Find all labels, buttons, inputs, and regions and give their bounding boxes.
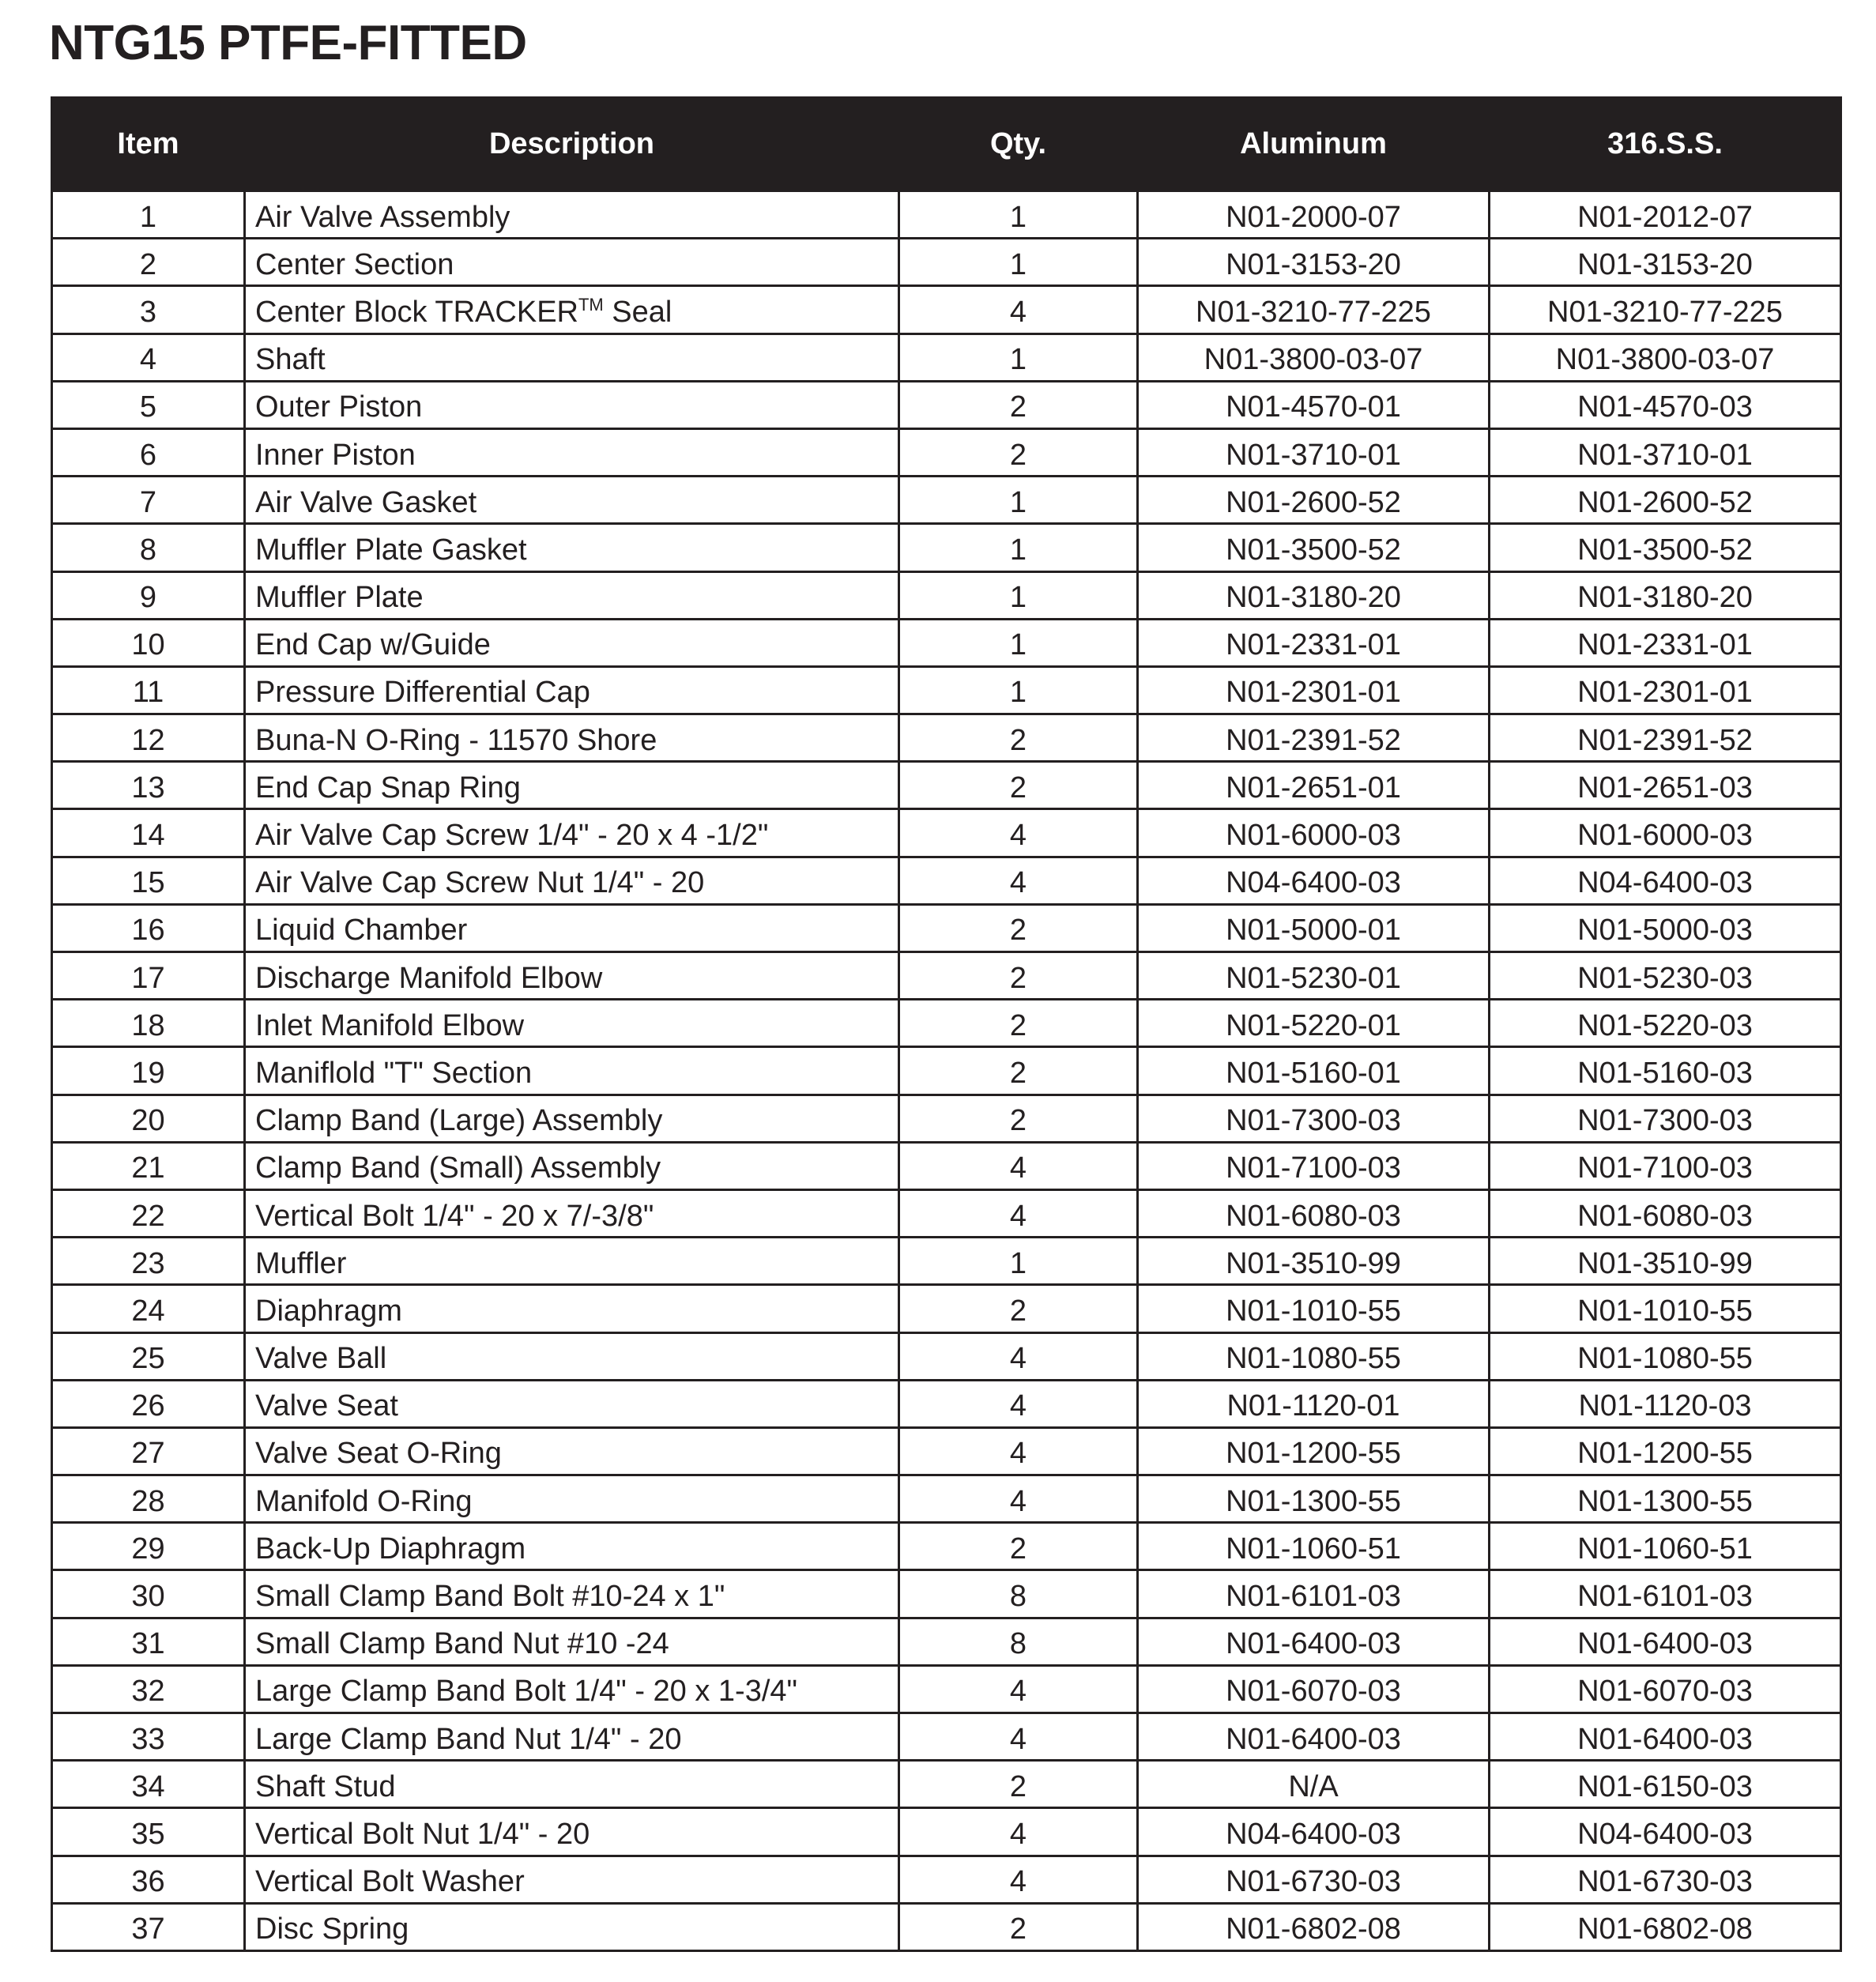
description-text: Clamp Band (Small) Assembly (255, 1151, 661, 1185)
aluminum-part-number-cell: N01-4570-01 (1138, 381, 1490, 428)
trademark-superscript: TM (578, 294, 604, 315)
ss316-part-number-cell: N01-3210-77-225 (1490, 286, 1841, 333)
aluminum-part-number-cell: N01-3510-99 (1138, 1238, 1490, 1285)
ss316-part-number-cell: N01-3500-52 (1490, 524, 1841, 571)
table-row (52, 286, 1841, 333)
item-number-cell: 4 (52, 333, 245, 381)
description-cell (245, 333, 899, 381)
description-text: Inner Piston (255, 438, 416, 472)
quantity-cell: 2 (899, 714, 1138, 762)
aluminum-part-number-cell: N01-1010-55 (1138, 1285, 1490, 1332)
description-text: Maniflold "T" Section (255, 1056, 533, 1090)
table-row (52, 1523, 1841, 1570)
description-cell (245, 1665, 899, 1713)
description-cell (245, 714, 899, 762)
item-number-cell: 3 (52, 286, 245, 333)
table-row (52, 1570, 1841, 1618)
aluminum-part-number-cell: N01-3800-03-07 (1138, 333, 1490, 381)
quantity-cell: 1 (899, 666, 1138, 714)
quantity-cell: 1 (899, 619, 1138, 666)
ss316-part-number-cell: N01-5230-03 (1490, 952, 1841, 1000)
item-number-cell: 13 (52, 762, 245, 809)
table-row (52, 666, 1841, 714)
item-number-cell: 23 (52, 1238, 245, 1285)
ss316-part-number-cell: N01-6000-03 (1490, 809, 1841, 857)
item-number-cell: 31 (52, 1618, 245, 1665)
aluminum-part-number-cell: N01-3180-20 (1138, 571, 1490, 619)
description-text: Vertical Bolt Washer (255, 1865, 525, 1899)
quantity-cell: 1 (899, 191, 1138, 239)
quantity-cell: 4 (899, 809, 1138, 857)
description-text: Large Clamp Band Bolt 1/4" - 20 x 1-3/4" (255, 1675, 798, 1709)
item-number-cell: 14 (52, 809, 245, 857)
ss316-part-number-cell: N01-2600-52 (1490, 477, 1841, 524)
table-body (52, 191, 1841, 1951)
quantity-cell: 8 (899, 1618, 1138, 1665)
description-text: Outer Piston (255, 390, 423, 424)
ss316-part-number-cell: N01-6400-03 (1490, 1713, 1841, 1761)
ss316-part-number-cell: N01-6070-03 (1490, 1665, 1841, 1713)
quantity-cell: 4 (899, 1380, 1138, 1427)
item-number-cell: 17 (52, 952, 245, 1000)
ss316-part-number-cell: N01-5220-03 (1490, 1000, 1841, 1047)
description-text: Shaft (255, 343, 326, 377)
ss316-part-number-cell: N01-6730-03 (1490, 1856, 1841, 1903)
item-number-cell: 21 (52, 1142, 245, 1189)
column-header-item: Item (52, 98, 245, 191)
aluminum-part-number-cell: N01-1300-55 (1138, 1475, 1490, 1523)
aluminum-part-number-cell: N01-7300-03 (1138, 1095, 1490, 1142)
item-number-cell: 24 (52, 1285, 245, 1332)
ss316-part-number-cell: N01-2012-07 (1490, 191, 1841, 239)
ss316-part-number-cell: N01-1120-03 (1490, 1380, 1841, 1427)
description-text: End Cap w/Guide (255, 628, 491, 662)
description-cell (245, 428, 899, 476)
item-number-cell: 30 (52, 1570, 245, 1618)
table-row (52, 1618, 1841, 1665)
aluminum-part-number-cell: N01-5000-01 (1138, 904, 1490, 951)
aluminum-part-number-cell: N01-6400-03 (1138, 1618, 1490, 1665)
table-row (52, 1808, 1841, 1856)
description-cell (245, 381, 899, 428)
description-text: Air Valve Cap Screw Nut 1/4" - 20 (255, 866, 705, 900)
aluminum-part-number-cell: N01-1200-55 (1138, 1427, 1490, 1475)
description-suffix: Seal (603, 295, 672, 329)
aluminum-part-number-cell: N01-3500-52 (1138, 524, 1490, 571)
parts-table (51, 96, 1842, 1952)
item-number-cell: 25 (52, 1332, 245, 1380)
ss316-part-number-cell: N01-1300-55 (1490, 1475, 1841, 1523)
description-cell (245, 1238, 899, 1285)
quantity-cell: 2 (899, 1761, 1138, 1808)
description-cell (245, 1000, 899, 1047)
ss316-part-number-cell: N01-3180-20 (1490, 571, 1841, 619)
description-text: Discharge Manifold Elbow (255, 961, 603, 995)
item-number-cell: 5 (52, 381, 245, 428)
quantity-cell: 2 (899, 762, 1138, 809)
quantity-cell: 4 (899, 1189, 1138, 1237)
ss316-part-number-cell: N01-1200-55 (1490, 1427, 1841, 1475)
aluminum-part-number-cell: N01-2000-07 (1138, 191, 1490, 239)
item-number-cell: 37 (52, 1903, 245, 1950)
quantity-cell: 1 (899, 524, 1138, 571)
table-row (52, 1285, 1841, 1332)
description-text: Back-Up Diaphragm (255, 1532, 526, 1566)
ss316-part-number-cell: N01-6080-03 (1490, 1189, 1841, 1237)
aluminum-part-number-cell: N01-1080-55 (1138, 1332, 1490, 1380)
quantity-cell: 2 (899, 1523, 1138, 1570)
table-row (52, 428, 1841, 476)
table-row (52, 1095, 1841, 1142)
description-cell (245, 1427, 899, 1475)
description-text: Valve Seat (255, 1389, 398, 1423)
item-number-cell: 29 (52, 1523, 245, 1570)
column-header-qty: Qty. (899, 98, 1138, 191)
item-number-cell: 16 (52, 904, 245, 951)
table-row (52, 1238, 1841, 1285)
item-number-cell: 11 (52, 666, 245, 714)
ss316-part-number-cell: N01-3800-03-07 (1490, 333, 1841, 381)
quantity-cell: 8 (899, 1570, 1138, 1618)
aluminum-part-number-cell: N01-2600-52 (1138, 477, 1490, 524)
table-row (52, 1380, 1841, 1427)
description-text: Muffler Plate Gasket (255, 533, 527, 567)
description-text: Large Clamp Band Nut 1/4" - 20 (255, 1722, 682, 1756)
table-header (52, 98, 1841, 191)
table-row (52, 857, 1841, 904)
quantity-cell: 4 (899, 1475, 1138, 1523)
description-text: Diaphragm (255, 1294, 402, 1328)
ss316-part-number-cell: N01-6400-03 (1490, 1618, 1841, 1665)
aluminum-part-number-cell: N01-3210-77-225 (1138, 286, 1490, 333)
table-row (52, 1713, 1841, 1761)
table-row (52, 477, 1841, 524)
quantity-cell: 2 (899, 1285, 1138, 1332)
aluminum-part-number-cell: N01-7100-03 (1138, 1142, 1490, 1189)
description-cell (245, 619, 899, 666)
description-cell (245, 1142, 899, 1189)
description-cell (245, 952, 899, 1000)
description-cell (245, 1047, 899, 1095)
table-row (52, 762, 1841, 809)
ss316-part-number-cell: N01-6150-03 (1490, 1761, 1841, 1808)
description-text: Disc Spring (255, 1912, 409, 1946)
item-number-cell: 19 (52, 1047, 245, 1095)
quantity-cell: 1 (899, 1238, 1138, 1285)
aluminum-part-number-cell: N01-6070-03 (1138, 1665, 1490, 1713)
aluminum-part-number-cell: N01-6400-03 (1138, 1713, 1490, 1761)
description-cell (245, 809, 899, 857)
table-row (52, 619, 1841, 666)
ss316-part-number-cell: N01-3153-20 (1490, 239, 1841, 286)
item-number-cell: 6 (52, 428, 245, 476)
table-row (52, 1665, 1841, 1713)
ss316-part-number-cell: N01-7300-03 (1490, 1095, 1841, 1142)
quantity-cell: 1 (899, 333, 1138, 381)
quantity-cell: 2 (899, 428, 1138, 476)
description-cell (245, 666, 899, 714)
description-cell (245, 762, 899, 809)
aluminum-part-number-cell: N01-1120-01 (1138, 1380, 1490, 1427)
description-cell (245, 286, 899, 333)
table-row (52, 1427, 1841, 1475)
aluminum-part-number-cell: N01-5230-01 (1138, 952, 1490, 1000)
quantity-cell: 4 (899, 1808, 1138, 1856)
description-cell (245, 1761, 899, 1808)
ss316-part-number-cell: N01-2391-52 (1490, 714, 1841, 762)
description-text: Pressure Differential Cap (255, 676, 590, 710)
description-text: Muffler (255, 1246, 347, 1280)
item-number-cell: 18 (52, 1000, 245, 1047)
description-cell (245, 1332, 899, 1380)
item-number-cell: 22 (52, 1189, 245, 1237)
table-row (52, 1047, 1841, 1095)
description-cell (245, 1618, 899, 1665)
aluminum-part-number-cell: N01-6000-03 (1138, 809, 1490, 857)
quantity-cell: 2 (899, 1095, 1138, 1142)
item-number-cell: 34 (52, 1761, 245, 1808)
aluminum-part-number-cell: N04-6400-03 (1138, 857, 1490, 904)
quantity-cell: 4 (899, 1332, 1138, 1380)
table-row (52, 333, 1841, 381)
description-text: Small Clamp Band Bolt #10-24 x 1" (255, 1580, 725, 1614)
column-header-aluminum: Aluminum (1138, 98, 1490, 191)
table-row (52, 1761, 1841, 1808)
description-text: Vertical Bolt 1/4" - 20 x 7/-3/8" (255, 1199, 654, 1233)
ss316-part-number-cell: N01-4570-03 (1490, 381, 1841, 428)
table-row (52, 191, 1841, 239)
description-cell (245, 1189, 899, 1237)
item-number-cell: 36 (52, 1856, 245, 1903)
table-row (52, 571, 1841, 619)
description-cell (245, 1903, 899, 1950)
description-cell (245, 1570, 899, 1618)
description-cell (245, 1095, 899, 1142)
description-cell (245, 857, 899, 904)
table-row (52, 1000, 1841, 1047)
quantity-cell: 4 (899, 857, 1138, 904)
description-cell (245, 1523, 899, 1570)
table-row (52, 239, 1841, 286)
table-row (52, 904, 1841, 951)
item-number-cell: 20 (52, 1095, 245, 1142)
quantity-cell: 1 (899, 571, 1138, 619)
item-number-cell: 32 (52, 1665, 245, 1713)
description-text: Buna-N O-Ring - 11570 Shore (255, 723, 657, 757)
description-cell (245, 1856, 899, 1903)
quantity-cell: 2 (899, 952, 1138, 1000)
description-text: Vertical Bolt Nut 1/4" - 20 (255, 1817, 590, 1851)
description-cell (245, 477, 899, 524)
table-row (52, 1856, 1841, 1903)
description-text: Manifold O-Ring (255, 1484, 473, 1518)
description-text: Air Valve Assembly (255, 200, 510, 234)
description-text: Shaft Stud (255, 1769, 396, 1803)
ss316-part-number-cell: N01-7100-03 (1490, 1142, 1841, 1189)
aluminum-part-number-cell: N01-3153-20 (1138, 239, 1490, 286)
description-cell (245, 571, 899, 619)
aluminum-part-number-cell: N04-6400-03 (1138, 1808, 1490, 1856)
item-number-cell: 33 (52, 1713, 245, 1761)
ss316-part-number-cell: N01-5000-03 (1490, 904, 1841, 951)
ss316-part-number-cell: N01-2331-01 (1490, 619, 1841, 666)
aluminum-part-number-cell: N01-6730-03 (1138, 1856, 1490, 1903)
aluminum-part-number-cell: N01-5220-01 (1138, 1000, 1490, 1047)
quantity-cell: 4 (899, 1665, 1138, 1713)
description-cell (245, 524, 899, 571)
table-row (52, 714, 1841, 762)
page-title: NTG15 PTFE-FITTED (49, 16, 527, 70)
item-number-cell: 27 (52, 1427, 245, 1475)
table-row (52, 952, 1841, 1000)
aluminum-part-number-cell: N01-5160-01 (1138, 1047, 1490, 1095)
quantity-cell: 2 (899, 381, 1138, 428)
ss316-part-number-cell: N01-3510-99 (1490, 1238, 1841, 1285)
description-cell (245, 239, 899, 286)
ss316-part-number-cell: N01-6101-03 (1490, 1570, 1841, 1618)
ss316-part-number-cell: N01-3710-01 (1490, 428, 1841, 476)
ss316-part-number-cell: N04-6400-03 (1490, 857, 1841, 904)
quantity-cell: 2 (899, 1903, 1138, 1950)
quantity-cell: 2 (899, 1047, 1138, 1095)
item-number-cell: 7 (52, 477, 245, 524)
item-number-cell: 15 (52, 857, 245, 904)
aluminum-part-number-cell: N01-6101-03 (1138, 1570, 1490, 1618)
description-cell (245, 1380, 899, 1427)
table-row (52, 1475, 1841, 1523)
quantity-cell: 4 (899, 1142, 1138, 1189)
aluminum-part-number-cell: N/A (1138, 1761, 1490, 1808)
item-number-cell: 2 (52, 239, 245, 286)
ss316-part-number-cell: N01-2301-01 (1490, 666, 1841, 714)
description-text: Center Block TRACKER (255, 295, 578, 329)
ss316-part-number-cell: N01-6802-08 (1490, 1903, 1841, 1950)
description-text: Inlet Manifold Elbow (255, 1008, 525, 1042)
aluminum-part-number-cell: N01-2331-01 (1138, 619, 1490, 666)
description-text: Valve Ball (255, 1342, 387, 1376)
ss316-part-number-cell: N01-1010-55 (1490, 1285, 1841, 1332)
quantity-cell: 4 (899, 1713, 1138, 1761)
ss316-part-number-cell: N01-2651-03 (1490, 762, 1841, 809)
table-row (52, 524, 1841, 571)
table-row (52, 1903, 1841, 1950)
ss316-part-number-cell: N01-5160-03 (1490, 1047, 1841, 1095)
description-text: Liquid Chamber (255, 914, 468, 948)
item-number-cell: 9 (52, 571, 245, 619)
item-number-cell: 10 (52, 619, 245, 666)
quantity-cell: 4 (899, 286, 1138, 333)
item-number-cell: 35 (52, 1808, 245, 1856)
aluminum-part-number-cell: N01-6802-08 (1138, 1903, 1490, 1950)
table-row (52, 1332, 1841, 1380)
ss316-part-number-cell: N01-1060-51 (1490, 1523, 1841, 1570)
quantity-cell: 2 (899, 904, 1138, 951)
description-text: Air Valve Cap Screw 1/4" - 20 x 4 -1/2" (255, 819, 769, 853)
ss316-part-number-cell: N04-6400-03 (1490, 1808, 1841, 1856)
aluminum-part-number-cell: N01-1060-51 (1138, 1523, 1490, 1570)
description-cell (245, 1713, 899, 1761)
description-text: Muffler Plate (255, 581, 424, 615)
description-text: Clamp Band (Large) Assembly (255, 1104, 663, 1138)
description-cell (245, 1285, 899, 1332)
description-text: End Cap Snap Ring (255, 771, 521, 804)
description-cell (245, 1808, 899, 1856)
aluminum-part-number-cell: N01-6080-03 (1138, 1189, 1490, 1237)
quantity-cell: 4 (899, 1427, 1138, 1475)
header-row (52, 98, 1841, 191)
aluminum-part-number-cell: N01-2651-01 (1138, 762, 1490, 809)
quantity-cell: 1 (899, 239, 1138, 286)
quantity-cell: 1 (899, 477, 1138, 524)
table-row (52, 1189, 1841, 1237)
item-number-cell: 28 (52, 1475, 245, 1523)
description-cell (245, 904, 899, 951)
item-number-cell: 12 (52, 714, 245, 762)
item-number-cell: 1 (52, 191, 245, 239)
item-number-cell: 8 (52, 524, 245, 571)
description-text: Valve Seat O-Ring (255, 1437, 502, 1471)
column-header-316-ss: 316.S.S. (1490, 98, 1841, 191)
description-text: Center Section (255, 247, 454, 281)
item-number-cell: 26 (52, 1380, 245, 1427)
table-row (52, 381, 1841, 428)
quantity-cell: 2 (899, 1000, 1138, 1047)
description-text: Air Valve Gasket (255, 485, 477, 519)
description-cell (245, 191, 899, 239)
aluminum-part-number-cell: N01-3710-01 (1138, 428, 1490, 476)
column-header-description: Description (245, 98, 899, 191)
quantity-cell: 4 (899, 1856, 1138, 1903)
aluminum-part-number-cell: N01-2301-01 (1138, 666, 1490, 714)
description-text: Small Clamp Band Nut #10 -24 (255, 1627, 669, 1661)
ss316-part-number-cell: N01-1080-55 (1490, 1332, 1841, 1380)
table-row (52, 809, 1841, 857)
description-cell (245, 1475, 899, 1523)
aluminum-part-number-cell: N01-2391-52 (1138, 714, 1490, 762)
table-row (52, 1142, 1841, 1189)
